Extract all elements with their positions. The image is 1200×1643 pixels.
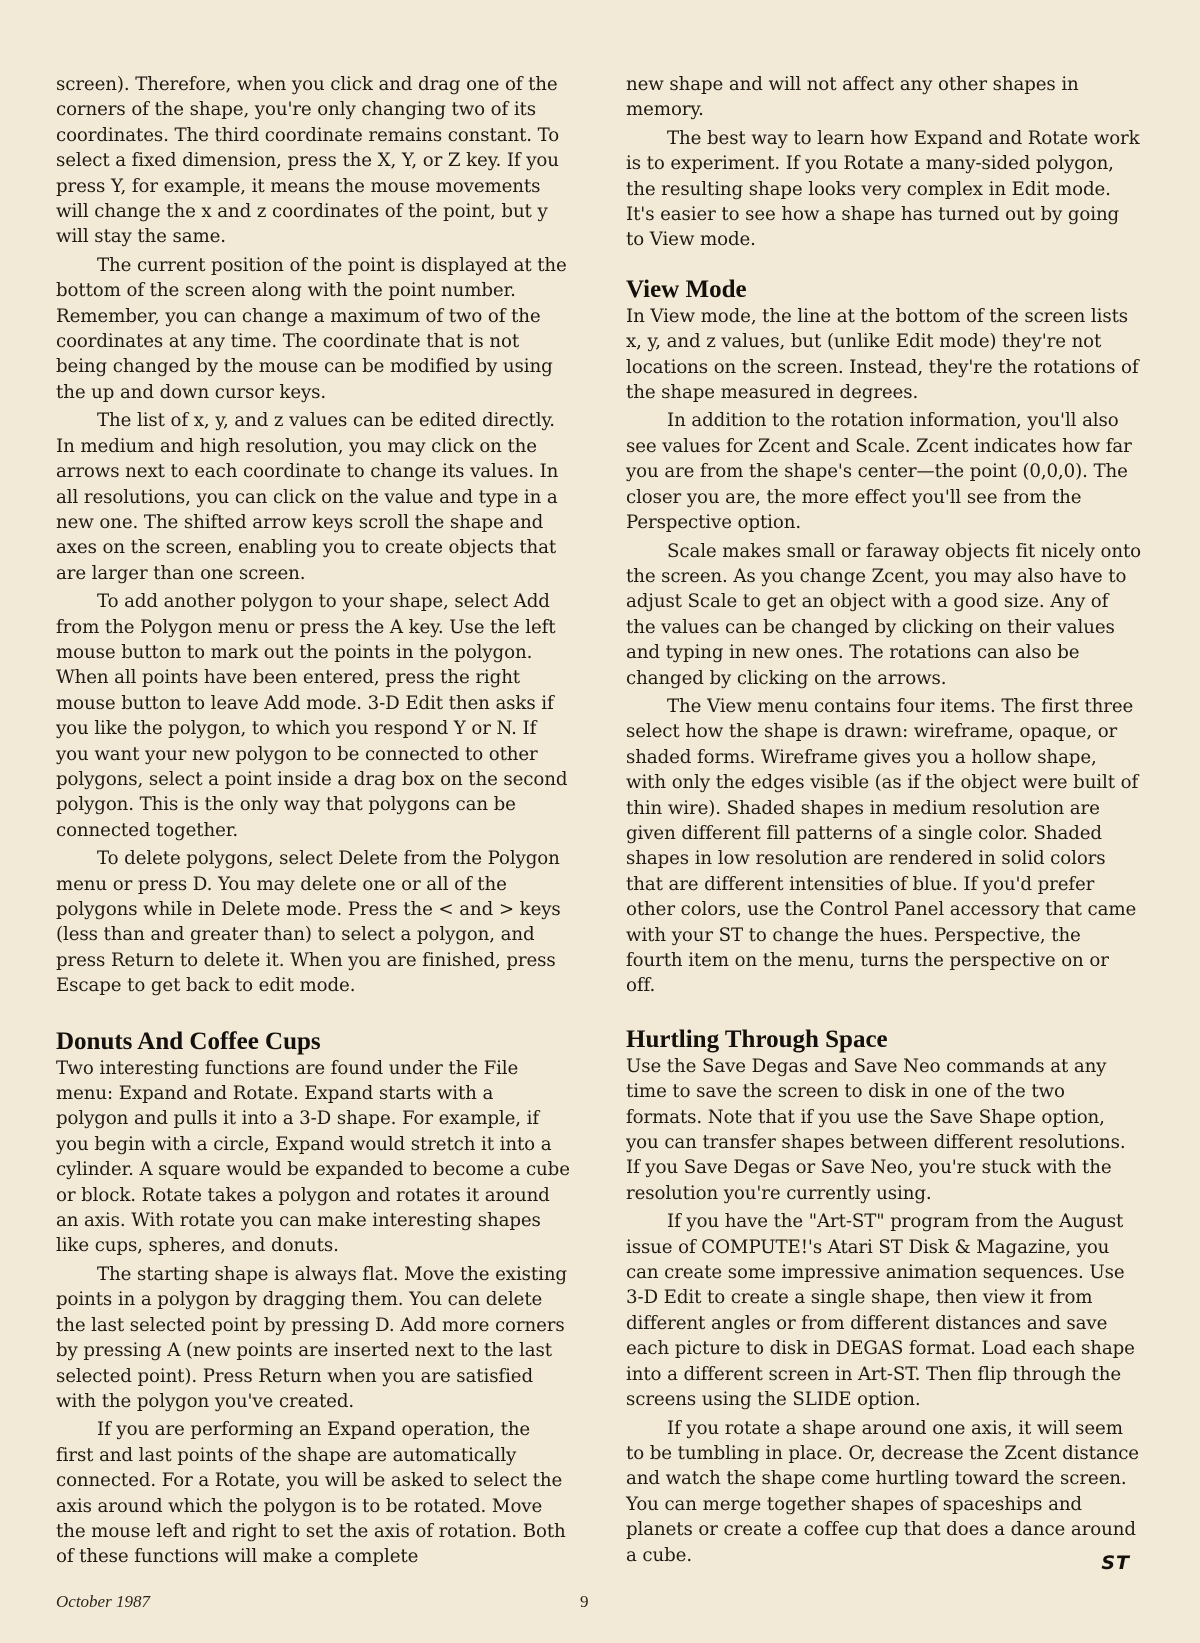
paragraph-text: If you rotate a shape around one axis, it will seem to be tumbling in place. Or, decrease the Zcent distance and watch the shape come hurtling toward the screen. You can merge together shapes of spaceships and planets or create a coffee cup that does a dance around a cube. (626, 1417, 1139, 1566)
left-column (56, 72, 570, 1570)
right-column (626, 72, 1142, 1576)
paragraph: The View menu contains four items. The first three select how the shape is drawn: wireframe, opaque, or shaded forms. Wireframe gives you a hollow shape, with only the edges visible (as if the object were built of thin wire). Shaded shapes in medium resolution are given different fill patterns of a single color. Shaded shapes in low resolution are rendered in solid colors that are different intensities of blue. If you'd prefer other colors, use the Control Panel accessory that came with your ST to change the hues. Perspective, the fourth item on the menu, turns the perspective on or off. (626, 695, 1139, 997)
footer-date: October 1987 (56, 1592, 150, 1611)
paragraph: Two interesting functions are found under the File menu: Expand and Rotate. Expand starts with a polygon and pulls it into a 3-D shape. For example, if you begin with a circle, Expand would stretch it into a cylinder. A square would be expanded to become a cube or block. Rotate takes a polygon and rotates it around an axis. With rotate you can make interesting shapes like cups, spheres, and donuts. (56, 1057, 570, 1257)
paragraph: The starting shape is always flat. Move the existing points in a polygon by dragging them. You can delete the last selected point by pressing D. Add more corners by pressing A (new points are inserted next to the last selected point). Press Return when you are satisfied with the polygon you've created. (56, 1263, 567, 1412)
paragraph: To add another polygon to your shape, select Add from the Polygon menu or press the A key. Use the left mouse button to mark out the points in the polygon. When all points have been entered, press the right mouse button to leave Add mode. 3-D Edit then asks if you like the polygon, to which you respond Y or N. If you want your new polygon to be connected to other polygons, select a point inside a drag box on the second polygon. This is the only way that polygons can be connected together. (56, 591, 568, 841)
paragraph: screen). Therefore, when you click and drag one of the corners of the shape, you're only changing two of its coordinates. The third coordinate remains constant. To select a fixed dimension, press the X, Y, or Z key. If you press Y, for example, it means the mouse movements will change the x and z coordinates of the point, but y will stay the same. (56, 74, 560, 248)
paragraph: The current position of the point is displayed at the bottom of the screen along with the point number. Remember, you can change a maximum of two of the coordinates at any time. The coordinate that is not being changed by the mouse can be modified by using the up and down cursor keys. (56, 254, 567, 403)
page-number: 9 (580, 1592, 589, 1611)
paragraph: Scale makes small or faraway objects fit nicely onto the screen. As you change Zcent, you may also have to adjust Scale to get an object with a good size. Any of the values can be changed by clicking on their values and typing in new ones. The rotations can also be changed by clicking on the arrows. (626, 540, 1141, 689)
paragraph: new shape and will not affect any other shapes in memory. (626, 74, 1079, 121)
paragraph: Use the Save Degas and Save Neo commands at any time to save the screen to disk in one of the two formats. Note that if you use the Save Shape option, you can transfer shapes between different resolutions. If you Save Degas or Save Neo, you're stuck with the resolution you're currently using. (626, 1055, 1126, 1204)
st-end-mark-logo: ST (1101, 1551, 1130, 1574)
section-heading-hurtling: Hurtling Through Space (626, 1025, 888, 1053)
paragraph: The best way to learn how Expand and Rotate work is to experiment. If you Rotate a many-sided polygon, the resulting shape looks very complex in Edit mode. It's easier to see how a shape has turned out by going to View mode. (626, 127, 1140, 251)
paragraph: In View mode, the line at the bottom of the screen lists x, y, and z values, but (unlike Edit mode) they're not locations on the screen. Instead, they're the rotations of the shape measured in degrees. (626, 305, 1139, 404)
paragraph: In addition to the rotation information, you'll also see values for Zcent and Scale. Zcent indicates how far you are from the shape's center—the point (0,0,0). The closer you are, the more effect you'll see from the Perspective option. (626, 410, 1132, 534)
section-heading-view-mode: View Mode (626, 275, 747, 303)
paragraph (626, 1416, 1142, 1574)
paragraph: To delete polygons, select Delete from the Polygon menu or press D. You may delete one or all of the polygons while in Delete mode. Press the < and > keys (less than and greater than) to select a polygon, and press Return to delete it. When you are finished, press Escape to get back to edit mode. (56, 848, 561, 997)
paragraph: The list of x, y, and z values can be edited directly. In medium and high resolution, you may click on the arrows next to each coordinate to change its values. In all resolutions, you can click on the value and type in a new one. The shifted arrow keys scroll the shape and axes on the screen, enabling you to create objects that are larger than one screen. (56, 410, 559, 584)
paragraph: If you are performing an Expand operation, the first and last points of the shape are automatically connected. For a Rotate, you will be asked to select the axis around which the polygon is to be rotated. Move the mouse left and right to set the axis of rotation. Both of these functions will make a complete (56, 1419, 566, 1568)
paragraph: If you have the "Art-ST" program from the August issue of COMPUTE!'s Atari ST Disk & Magazine, you can create some impressive animation sequences. Use 3-D Edit to create a single shape, then view it from different angles or from different distances and save each picture to disk in DEGAS format. Load each shape into a different screen in Art-ST. Then flip through the screens using the SLIDE option. (626, 1211, 1135, 1411)
section-heading-donuts: Donuts And Coffee Cups (56, 1027, 321, 1055)
